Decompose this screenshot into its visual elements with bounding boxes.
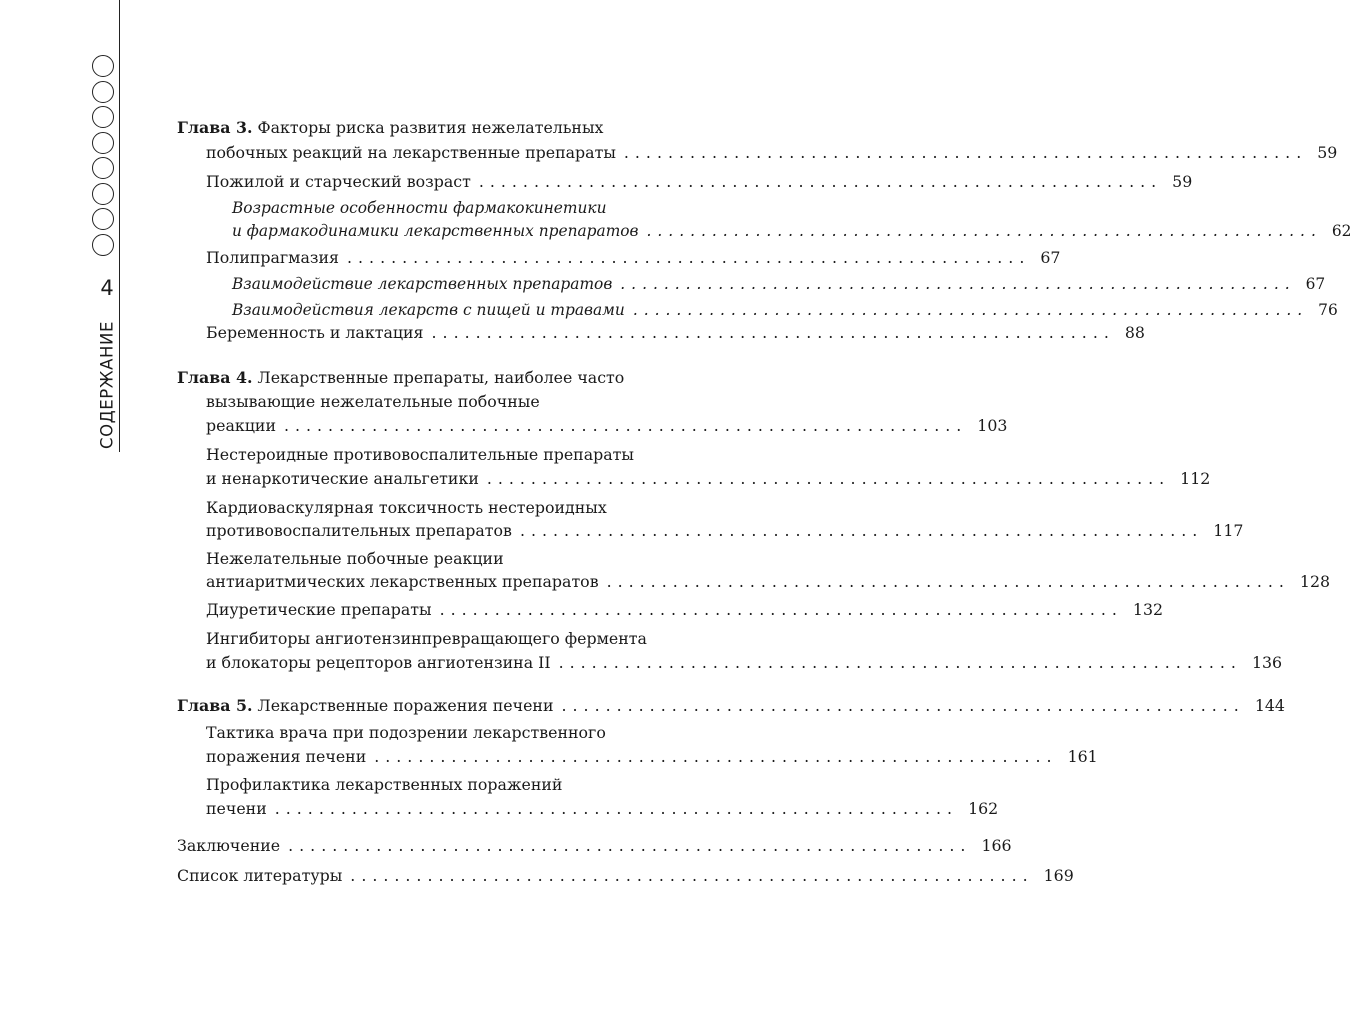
- page-ref: 112: [1180, 469, 1211, 488]
- chapter-label: Глава 3.: [177, 118, 253, 137]
- toc-entry[interactable]: Беременность и лактация .............................................................. 88: [206, 321, 680, 345]
- page-ref: 162: [968, 799, 999, 818]
- page-ref: 88: [1124, 323, 1145, 342]
- toc-conclusion[interactable]: Заключение .............................................................. 166: [177, 834, 680, 858]
- chapter-label: Глава 5.: [177, 696, 253, 715]
- toc-chapter-3-title[interactable]: Глава 3. Факторы риска развития нежелательных: [177, 118, 604, 137]
- toc-entry[interactable]: и ненаркотические анальгетики .............................................................. 112: [206, 467, 680, 491]
- toc-entry[interactable]: Нежелательные побочные реакции: [206, 549, 504, 568]
- toc-entry[interactable]: Кардиоваскулярная токсичность нестероидных: [206, 498, 607, 517]
- page-ref: 144: [1254, 696, 1285, 715]
- toc-references[interactable]: Список литературы .............................................................. 169: [177, 864, 680, 888]
- toc-entry[interactable]: Нестероидные противовоспалительные препараты: [206, 445, 634, 464]
- toc-subentry[interactable]: Возрастные особенности фармакокинетики: [232, 199, 607, 217]
- toc-entry[interactable]: печени .............................................................. 162: [206, 797, 680, 821]
- toc-entry[interactable]: и блокаторы рецепторов ангиотензина II .............................................................. 136: [206, 651, 680, 675]
- toc-subentry[interactable]: Взаимодействия лекарств с пищей и травами .............................................................. 76: [232, 298, 680, 322]
- toc-subentry[interactable]: и фармакодинамики лекарственных препаратов .............................................................. 62: [232, 219, 680, 243]
- page-number: 4: [100, 276, 114, 300]
- toc-chapter-4-title[interactable]: Глава 4. Лекарственные препараты, наиболее часто: [177, 368, 625, 387]
- toc-entry[interactable]: Ингибиторы ангиотензинпревращающего фермента: [206, 629, 647, 648]
- toc-entry[interactable]: реакции .............................................................. 103: [206, 414, 680, 438]
- page-ref: 62: [1331, 222, 1351, 240]
- page-ref: 132: [1132, 600, 1164, 619]
- page-ref: 76: [1318, 301, 1338, 319]
- toc-chapter-5-title[interactable]: Глава 5. Лекарственные поражения печени .............................................................. 144: [177, 694, 680, 718]
- toc-entry[interactable]: антиаритмических лекарственных препаратов .............................................................. 128: [206, 570, 680, 594]
- toc-entry[interactable]: Профилактика лекарственных поражений: [206, 775, 563, 794]
- toc-entry[interactable]: Пожилой и старческий возраст .............................................................. 59: [206, 170, 680, 194]
- toc-entry[interactable]: Диуретические препараты .............................................................. 132: [206, 598, 680, 622]
- toc-chapter-4-title-cont[interactable]: вызывающие нежелательные побочные: [206, 392, 540, 411]
- toc-subentry[interactable]: Взаимодействие лекарственных препаратов .............................................................. 67: [232, 272, 680, 296]
- toc-entry[interactable]: противовоспалительных препаратов .............................................................. 117: [206, 519, 680, 543]
- toc-entry[interactable]: Тактика врача при подозрении лекарственного: [206, 723, 606, 742]
- toc-entry[interactable]: Полипрагмазия .............................................................. 67: [206, 246, 680, 270]
- page-ref: 59: [1172, 172, 1193, 191]
- page-ref: 67: [1040, 248, 1061, 267]
- page-ref: 59: [1317, 143, 1338, 162]
- page-ref: 103: [977, 416, 1008, 435]
- page-ref: 136: [1251, 653, 1283, 672]
- page-ref: 67: [1305, 275, 1326, 293]
- toc-entry[interactable]: поражения печени .............................................................. 161: [206, 745, 680, 769]
- page-ref: 169: [1043, 866, 1074, 885]
- page-ref: 117: [1213, 521, 1244, 540]
- toc-entry[interactable]: побочных реакций на лекарственные препараты .............................................................. 59: [206, 141, 680, 165]
- page-ref: 166: [981, 836, 1012, 855]
- page-ref: 161: [1067, 747, 1098, 766]
- section-label-text: СОДЕРЖАНИЕ: [97, 320, 117, 449]
- page-ref: 128: [1299, 572, 1331, 591]
- chapter-label: Глава 4.: [177, 368, 253, 387]
